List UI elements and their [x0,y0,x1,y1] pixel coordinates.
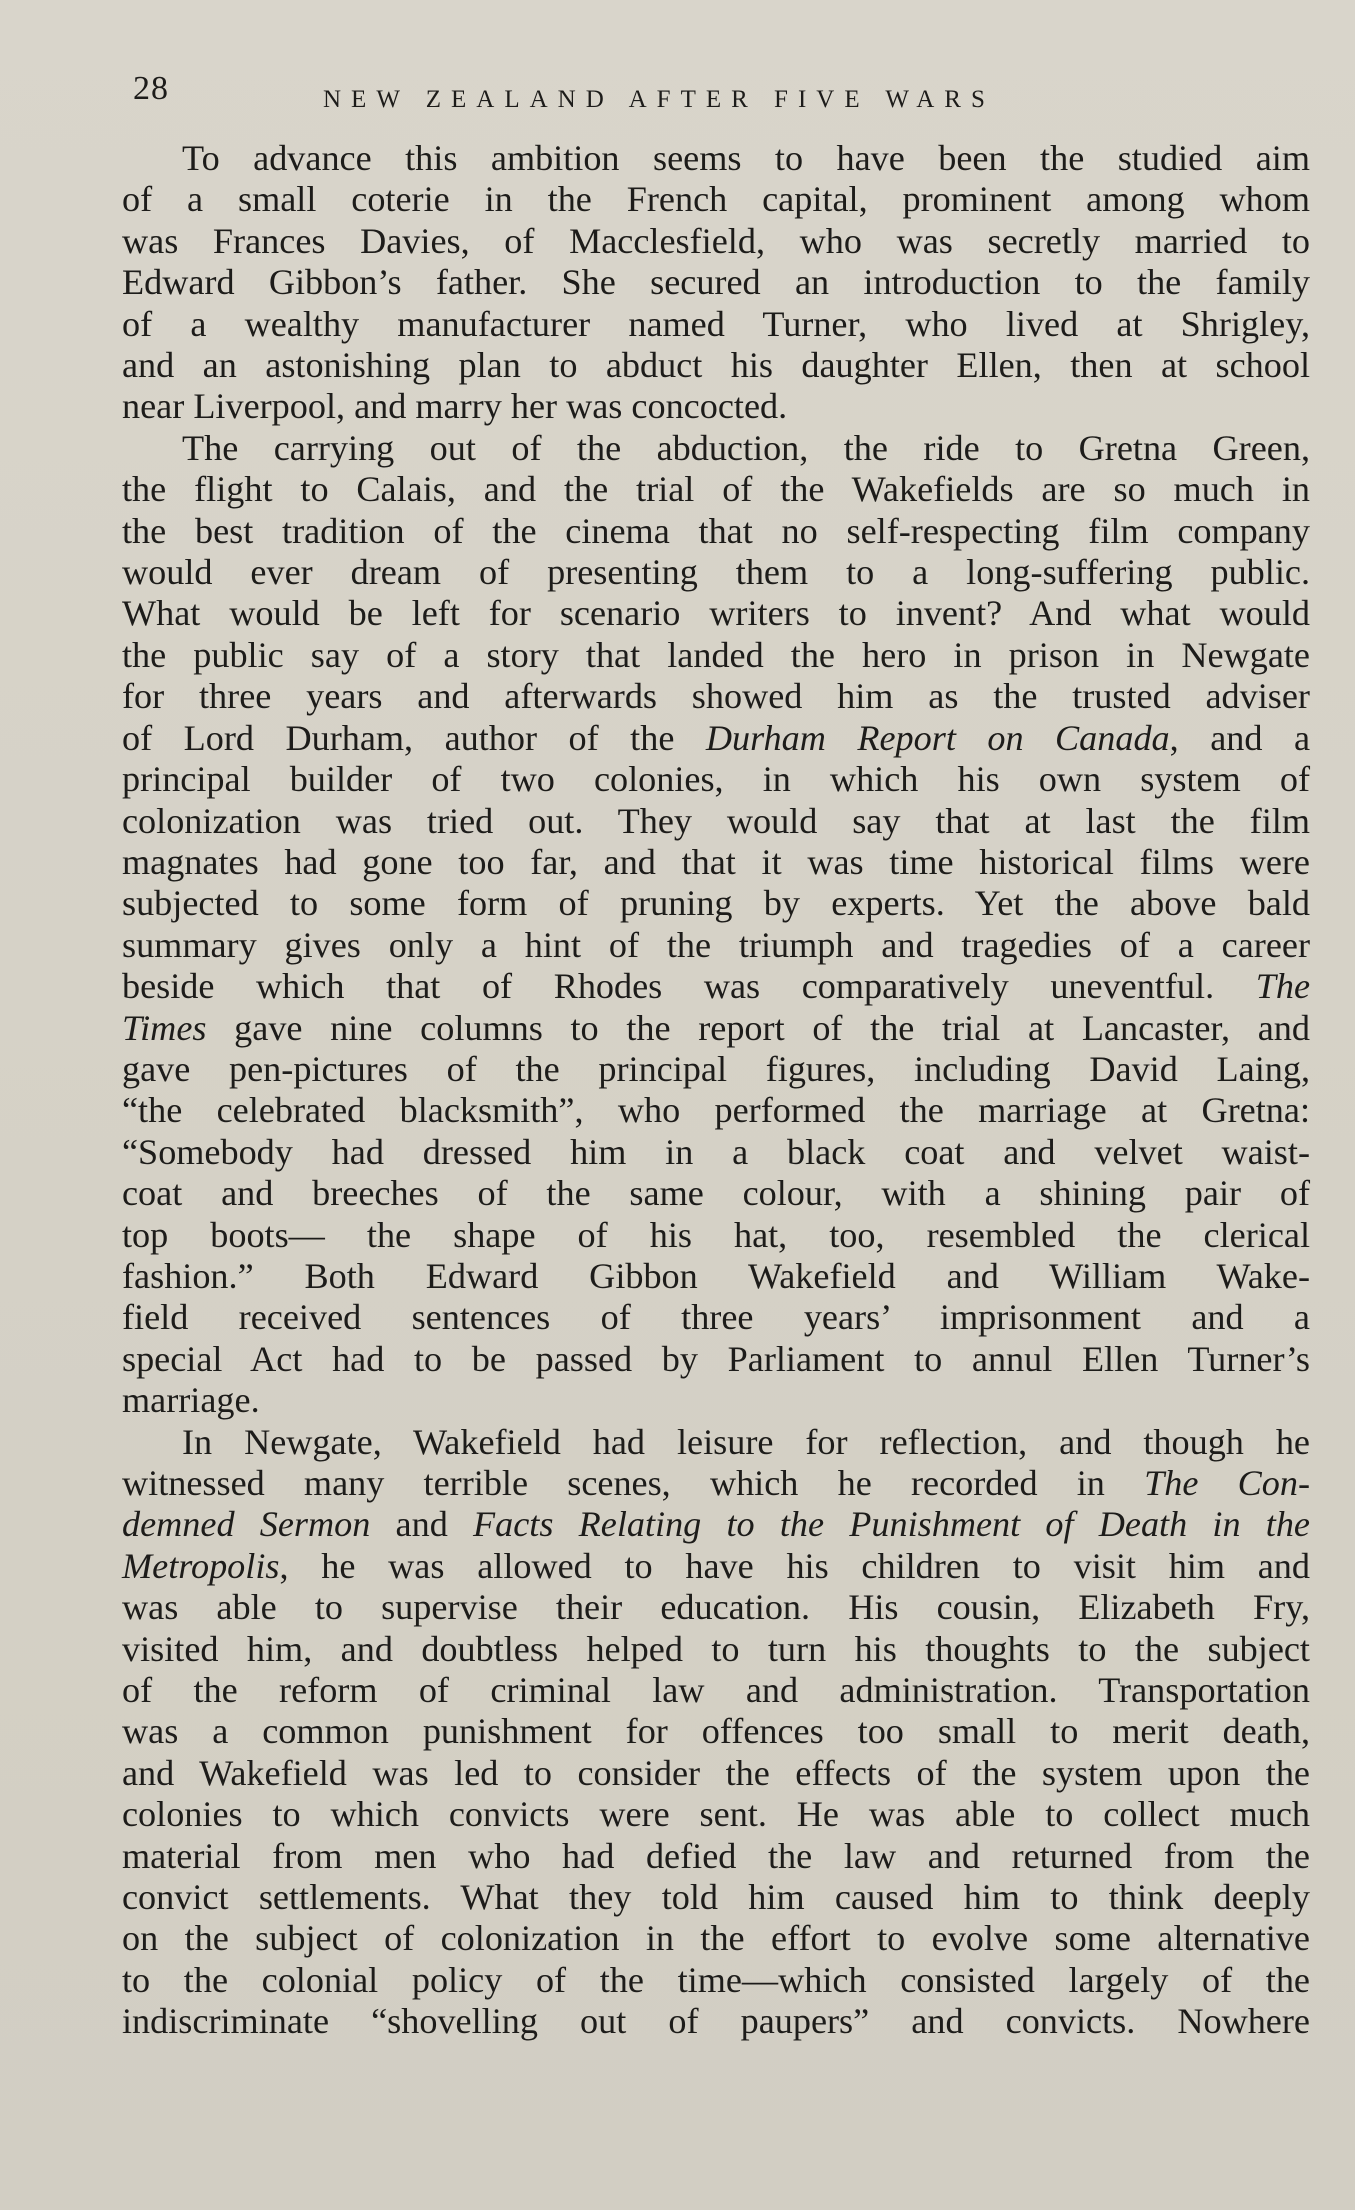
text-line: witnessed many terrible scenes, which he recorded in The Con- [122,1463,1310,1503]
text-line: The carrying out of the abduction, the ride to Gretna Green, [182,427,1310,468]
text-line: of a wealthy manufacturer named Turner, who lived at Shrigley, [122,303,1310,344]
text-line: the public say of a story that landed the hero in prison in Newgate [122,634,1310,675]
text-line: principal builder of two colonies, in which his own system of [122,759,1310,800]
text-line: gave pen-pictures of the principal figures, including David Laing, [122,1048,1310,1089]
text-line: convict settlements. What they told him caused him to think deeply [122,1877,1310,1918]
text-line: special Act had to be passed by Parliament to annul Ellen Turner’s [122,1338,1310,1379]
text-line: of Lord Durham, author of the Durham Report on Canada, and a [122,717,1311,758]
paragraph [122,428,1310,1422]
text-line: was a common punishment for offences too small to merit death, [122,1711,1310,1752]
text-line: near Liverpool, and marry her was concocted. [122,386,788,427]
text-line: visited him, and doubtless helped to turn his thoughts to the subject [122,1628,1310,1669]
text-line: colonies to which convicts were sent. He was able to collect much [122,1794,1310,1835]
text-line: In Newgate, Wakefield had leisure for reflection, and though he [182,1421,1310,1462]
text-line: “Somebody had dressed him in a black coat and velvet waist- [122,1131,1310,1172]
text-line: subjected to some form of pruning by experts. Yet the above bald [122,883,1310,924]
text-line: Edward Gibbon’s father. She secured an introduction to the family [122,262,1310,303]
text-line: coat and breeches of the same colour, with a shining pair of [122,1173,1310,1214]
text-line: magnates had gone too far, and that it was time historical films were [122,841,1310,882]
text-line: the best tradition of the cinema that no self-respecting film company [122,510,1310,551]
text-line: What would be left for scenario writers to invent? And what would [122,593,1310,634]
text-line: Metropolis, he was allowed to have his children to visit him and [122,1545,1310,1586]
text-line: of the reform of criminal law and administration. Transportation [122,1670,1310,1711]
text-line: the flight to Calais, and the trial of the Wakefields are so much in [122,469,1310,510]
paragraph [122,1422,1310,2043]
text-line: colonization was tried out. They would say that at last the film [122,800,1310,841]
text-line: and Wakefield was led to consider the effects of the system upon the [122,1752,1310,1793]
text-line: fashion.” Both Edward Gibbon Wakefield and William Wake- [122,1255,1310,1296]
text-line: was able to supervise their education. His cousin, Elizabeth Fry, [122,1587,1310,1628]
text-line: beside which that of Rhodes was comparatively uneventful. The [122,966,1310,1007]
text-line: material from men who had defied the law and returned from the [122,1835,1310,1876]
paragraph [122,138,1310,428]
text-line: would ever dream of presenting them to a long-suffering public. [122,552,1310,593]
page-header [133,70,1310,118]
text-line: to the colonial policy of the time—which consisted largely of the [122,1959,1310,2000]
text-line: demned Sermon and Facts Relating to the Punishment of Death in the [122,1504,1310,1545]
text-line: summary gives only a hint of the triumph and tragedies of a career [122,924,1310,965]
text-line: top boots— the shape of his hat, too, resembled the clerical [122,1214,1310,1255]
text-line: of a small coterie in the French capital, prominent among whom [122,179,1310,220]
text-line: for three years and afterwards showed him as the trusted adviser [122,676,1310,717]
page-number: 28 [133,70,169,107]
body-text [122,138,1310,2043]
text-line: and an astonishing plan to abduct his daughter Ellen, then at school [122,345,1310,386]
text-line: marriage. [122,1380,260,1421]
text-line: was Frances Davies, of Macclesfield, who was secretly married to [122,220,1310,261]
text-line: Times gave nine columns to the report of the trial at Lancaster, and [122,1007,1310,1048]
text-line: “the celebrated blacksmith”, who performed the marriage at Gretna: [122,1090,1310,1131]
text-line: To advance this ambition seems to have been the studied aim [182,138,1310,178]
text-line: field received sentences of three years’ imprisonment and a [122,1297,1310,1338]
text-line: indiscriminate “shovelling out of paupers” and convicts. Nowhere [122,2001,1310,2042]
running-title: NEW ZEALAND AFTER FIVE WARS [323,86,995,113]
text-line: on the subject of colonization in the effort to evolve some alternative [122,1918,1310,1959]
